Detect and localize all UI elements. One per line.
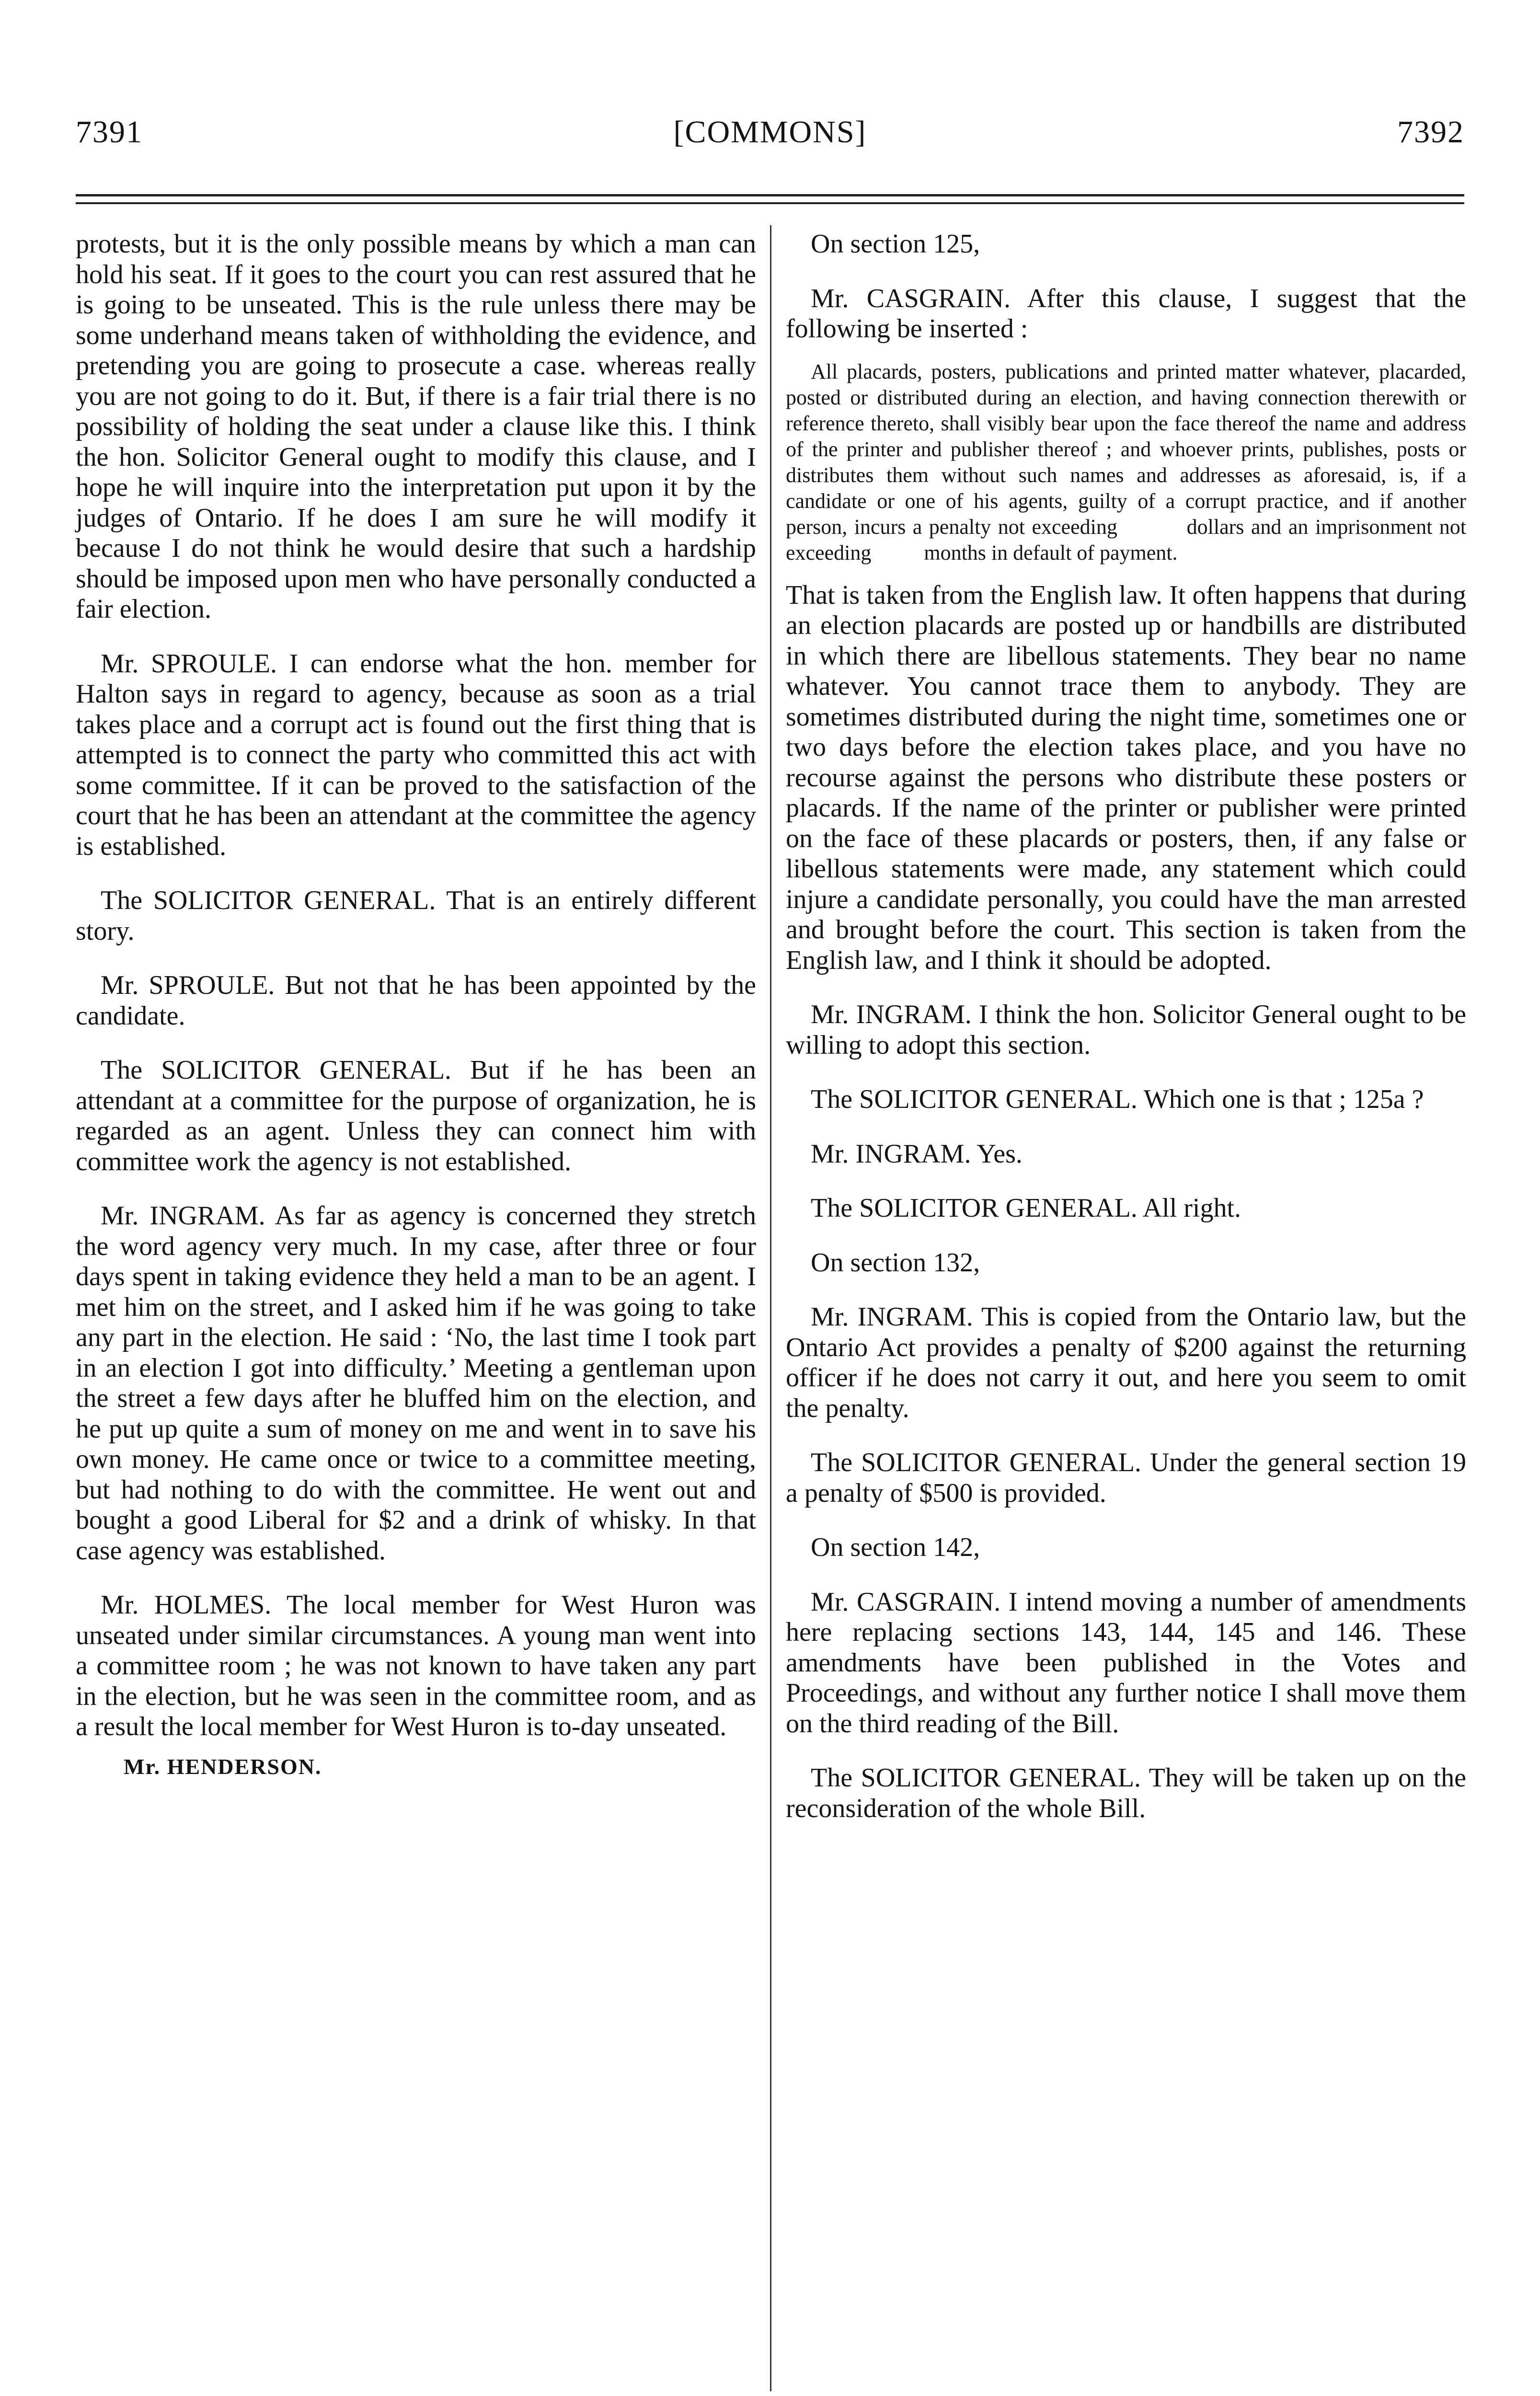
- paragraph-text: This is copied from the Ontario law, but the Ontario Act provides a penalty of $200 against the returning officer if he does not carry it out, and here you seem to omit the penalty.: [786, 1302, 1467, 1423]
- paragraph-text: I think the hon. Solicitor General ought to be willing to adopt this section.: [786, 1000, 1466, 1060]
- speaker-name: The SOLICITOR GENERAL.: [811, 1448, 1141, 1477]
- speaker-name: The SOLICITOR GENERAL.: [101, 1055, 452, 1085]
- paragraph-text: Under the general section 19 a penalty of $500 is provided.: [786, 1448, 1466, 1508]
- paragraph: [786, 1532, 1466, 1563]
- paragraph: [76, 970, 756, 1031]
- speaker-name: Mr. INGRAM.: [101, 1201, 265, 1231]
- right-column: [786, 229, 1471, 1848]
- paragraph-text: But if he has been an attendant at a committee for the purpose of organization, he is regarded as an agent. Unless they can connect him with committee work the agency is not established.: [76, 1055, 757, 1176]
- header-rule-bottom: [76, 202, 1464, 204]
- quoted-clause: [786, 359, 1471, 566]
- paragraph: [76, 1590, 756, 1742]
- paragraph: [786, 1248, 1466, 1279]
- page-title: [COMMONS]: [673, 115, 867, 150]
- speaker-name: Mr. INGRAM.: [811, 1139, 971, 1169]
- speaker-name: The SOLICITOR GENERAL.: [811, 1763, 1141, 1793]
- speaker-name: Mr. SPROULE.: [101, 648, 277, 679]
- header-rule-top: [76, 194, 1464, 196]
- paragraph-text: But not that he has been appointed by the candidate.: [76, 970, 757, 1031]
- paragraph: [76, 649, 756, 862]
- paragraph-text: I can endorse what the hon. member for Halton says in regard to agency, because as soon as a trial takes place and a corrupt act is found out the first thing that is attempted is to connect the party who committed this act with some committee. If it can be proved to the satisfaction of the court that he has been an attendant at the committee the agency is established.: [76, 648, 757, 861]
- paragraph: [786, 1139, 1466, 1170]
- paragraph: [76, 886, 756, 946]
- paragraph-text: After this clause, I suggest that the following be inserted :: [786, 283, 1466, 344]
- speaker-name: Mr. INGRAM.: [811, 1000, 972, 1029]
- paragraph-text: All right.: [1142, 1193, 1241, 1223]
- paragraph-text: On section 132,: [811, 1247, 980, 1278]
- paragraph: [786, 1763, 1466, 1824]
- speaker-name: Mr. HOLMES.: [101, 1590, 272, 1620]
- column-divider: [770, 225, 771, 2391]
- speaker-name: Mr. CASGRAIN.: [811, 1587, 1001, 1617]
- speaker-name: Mr. SPROULE.: [101, 970, 275, 1000]
- paragraph-text: That is an entirely different story.: [76, 886, 756, 946]
- speaker-name: Mr. INGRAM.: [811, 1302, 973, 1332]
- speaker-name: The SOLICITOR GENERAL.: [811, 1193, 1138, 1223]
- paragraph-text: Yes.: [977, 1139, 1023, 1169]
- paragraph-text: They will be taken up on the reconsideration of the whole Bill.: [786, 1763, 1466, 1823]
- paragraph: [786, 1000, 1466, 1060]
- paragraph-text: That is taken from the English law. It often happens that during an election placards are posted up or handbills are distributed in which there are libellous statements. They bear no name whatever. You cannot trace them to anybody. They are sometimes distributed during the night time, sometimes one or two days before the election takes place, and you have no recourse against the persons who distribute these posters or placards. If the name of the printer or publisher were printed on the face of these placards or posters, then, if any false or libellous statements were made, any statement which could injure a candidate personally, you could have the man arrested and brought before the court. This section is taken from the English law, and I think it should be adopted.: [786, 580, 1466, 975]
- speaker-name: The SOLICITOR GENERAL.: [101, 886, 436, 915]
- paragraph: [786, 1448, 1466, 1509]
- paragraph: [786, 1084, 1466, 1115]
- paragraph-text: On section 125,: [811, 229, 980, 259]
- speaker-name: Mr. CASGRAIN.: [811, 283, 1011, 313]
- paragraph: [76, 229, 756, 625]
- page-number-left: 7391: [76, 115, 143, 150]
- paragraph: [786, 1193, 1466, 1224]
- quote-text: All placards, posters, publications and printed matter whatever, placarded, posted or distributed during an election, and having connection therewith or reference thereto, shall visibly bear upon the face thereof the name and address of the printer and publisher thereof ; and whoever prints, publishes, posts or distributes them without such names and addresses as aforesaid, is, if a candidate or one of his agents, guilty of a corrupt practice, and if another person, incurs a penalty not exceeding dollars and an imprisonment not exceeding months in default of payment.: [786, 359, 1471, 564]
- paragraph-text: Which one is that ; 125a ?: [1143, 1084, 1424, 1114]
- paragraph: [786, 580, 1466, 976]
- paragraph: [786, 1587, 1466, 1739]
- paragraph-text: The local member for West Huron was unseated under similar circumstances. A young man went into a committee room ; he was not known to have taken any part in the election, but he was seen in the committee room, and as a result the local member for West Huron is to-day unseated.: [76, 1590, 756, 1741]
- paragraph-text: I intend moving a number of amendments here replacing sections 143, 144, 145 and 146. These amendments have been published in the Votes and Proceedings, and without any further notice I shall move them on the third reading of the Bill.: [786, 1587, 1467, 1739]
- left-column: [76, 229, 756, 1779]
- page-number-right: 7392: [1397, 115, 1464, 150]
- paragraph-text: On section 142,: [811, 1532, 980, 1562]
- paragraph: [786, 1302, 1466, 1424]
- paragraph: [76, 1055, 756, 1177]
- paragraph: [786, 229, 1466, 260]
- paragraph: [76, 1201, 756, 1566]
- paragraph-text: protests, but it is the only possible means by which a man can hold his seat. If it goes to the court you can rest assured that he is going to be unseated. This is the rule unless there may be some underhand means taken of withholding the evidence, and pretending you are going to prosecute a case. whereas really you are not going to do it. But, if there is a fair trial there is no possibility of holding the seat under a clause like this. I think the hon. Solicitor General ought to modify this clause, and I hope he will inquire into the interpretation put upon it by the judges of Ontario. If he does I am sure he will modify it because I do not think he would desire that such a hardship should be imposed upon men who have personally conducted a fair election.: [76, 229, 756, 624]
- paragraph-text: As far as agency is concerned they stretch the word agency very much. In my case, after three or four days spent in taking evidence they held a man to be an agent. I met him on the street, and I asked him if he was going to take any part in the election. He said : ‘No, the last time I took part in an election I got into difficulty.’ Meeting a gentleman upon the street a few days after he bluffed him on the election, and he put up quite a sum of money on me and went in to save his own money. He came once or twice to a committee meeting, but had nothing to do with the committee. He went out and bought a good Liberal for $2 and a drink of whisky. In that case agency was established.: [76, 1201, 756, 1566]
- speaker-name: The SOLICITOR GENERAL.: [811, 1084, 1138, 1114]
- paragraph: [786, 284, 1466, 345]
- footer-running-name: Mr. HENDERSON.: [124, 1754, 322, 1779]
